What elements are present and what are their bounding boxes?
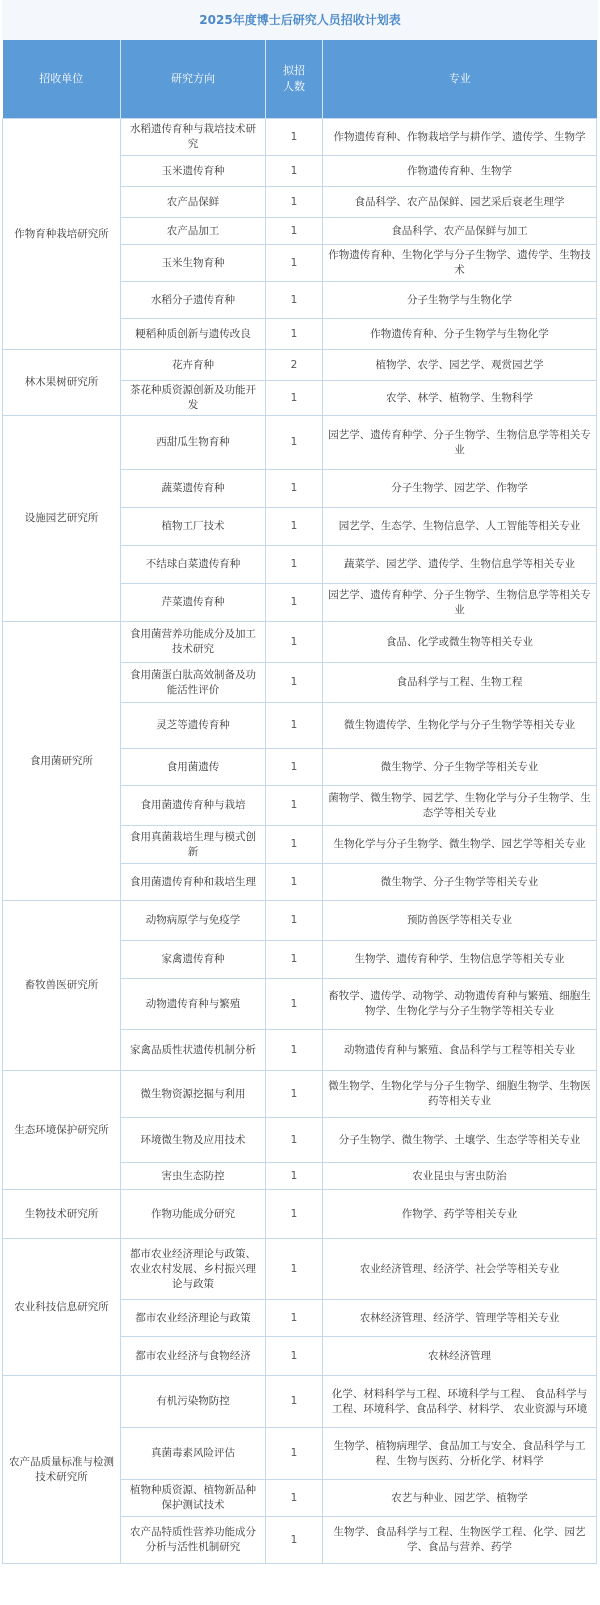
major-cell: 植物学、农学、园艺学、观赏园艺学 — [323, 350, 597, 381]
count-cell: 1 — [266, 1428, 323, 1480]
count-cell: 1 — [266, 749, 323, 786]
table-row — [3, 901, 597, 941]
unit-cell: 食用菌研究所 — [3, 622, 121, 901]
direction-cell: 水稻遗传育种与栽培技术研究 — [121, 119, 266, 156]
count-cell: 1 — [266, 901, 323, 941]
table-row — [3, 350, 597, 381]
unit-cell: 作物育种栽培研究所 — [3, 119, 121, 350]
major-cell: 微生物学、生物化学与分子生物学、细胞生物学、生物医药等相关专业 — [323, 1071, 597, 1118]
direction-cell: 食用菌遗传育种与栽培 — [121, 786, 266, 826]
count-cell: 1 — [266, 979, 323, 1030]
count-cell: 1 — [266, 187, 323, 218]
direction-cell: 植物种质资源、植物新品种保护测试技术 — [121, 1480, 266, 1517]
major-cell: 作物遗传育种、分子生物学与生物化学 — [323, 319, 597, 350]
direction-cell: 害虫生态防控 — [121, 1163, 266, 1190]
table-body — [3, 119, 597, 1564]
major-cell: 园艺学、遗传育种学、分子生物学、生物信息学等相关专业 — [323, 584, 597, 622]
count-cell: 1 — [266, 282, 323, 319]
table-row — [3, 1376, 597, 1428]
count-cell: 1 — [266, 218, 323, 245]
header-count-text: 拟招人数 — [283, 64, 305, 93]
count-cell: 1 — [266, 508, 323, 546]
direction-cell: 茶花种质资源创新及功能开发 — [121, 381, 266, 416]
direction-cell: 食用菌遗传 — [121, 749, 266, 786]
direction-cell: 环境微生物及应用技术 — [121, 1118, 266, 1163]
major-cell: 微生物遗传学、生物化学与分子生物学等相关专业 — [323, 703, 597, 749]
major-cell: 食品科学与工程、生物工程 — [323, 663, 597, 703]
table-row — [3, 622, 597, 663]
major-cell: 微生物学、分子生物学等相关专业 — [323, 749, 597, 786]
major-cell: 园艺学、遗传育种学、分子生物学、生物信息学等相关专业 — [323, 416, 597, 470]
major-cell: 分子生物学、微生物学、土壤学、生态学等相关专业 — [323, 1118, 597, 1163]
page-title: 2025年度博士后研究人员招收计划表 — [2, 0, 598, 40]
direction-cell: 有机污染物防控 — [121, 1376, 266, 1428]
major-cell: 微生物学、分子生物学等相关专业 — [323, 864, 597, 901]
direction-cell: 灵芝等遗传育种 — [121, 703, 266, 749]
table-row — [3, 1071, 597, 1118]
direction-cell: 都市农业经济与食物经济 — [121, 1337, 266, 1376]
count-cell: 1 — [266, 1190, 323, 1239]
unit-cell: 畜牧兽医研究所 — [3, 901, 121, 1071]
major-cell: 作物遗传育种、作物栽培学与耕作学、遗传学、生物学 — [323, 119, 597, 156]
direction-cell: 蔬菜遗传育种 — [121, 470, 266, 508]
direction-cell: 花卉育种 — [121, 350, 266, 381]
direction-cell: 微生物资源挖掘与利用 — [121, 1071, 266, 1118]
major-cell: 预防兽医学等相关专业 — [323, 901, 597, 941]
major-cell: 食品科学、农产品保鲜、园艺采后衰老生理学 — [323, 187, 597, 218]
table-row — [3, 119, 597, 156]
direction-cell: 食用菌营养功能成分及加工技术研究 — [121, 622, 266, 663]
direction-cell: 粳稻种质创新与遗传改良 — [121, 319, 266, 350]
count-cell: 1 — [266, 786, 323, 826]
major-cell: 菌物学、微生物学、园艺学、生物化学与分子生物学、生态学等相关专业 — [323, 786, 597, 826]
count-cell: 1 — [266, 119, 323, 156]
major-cell: 园艺学、生态学、生物信息学、人工智能等相关专业 — [323, 508, 597, 546]
major-cell: 作物遗传育种、生物化学与分子生物学、遗传学、生物技术 — [323, 245, 597, 282]
count-cell: 1 — [266, 1071, 323, 1118]
count-cell: 1 — [266, 1239, 323, 1300]
unit-cell: 农业科技信息研究所 — [3, 1239, 121, 1376]
major-cell: 生物化学与分子生物学、微生物学、园艺学等相关专业 — [323, 826, 597, 864]
major-cell: 农林经济管理 — [323, 1337, 597, 1376]
count-cell: 1 — [266, 1517, 323, 1564]
major-cell: 畜牧学、遗传学、动物学、动物遗传育种与繁殖、细胞生物学、生物化学与分子生物学等相关专业 — [323, 979, 597, 1030]
count-cell: 1 — [266, 546, 323, 584]
direction-cell: 家禽遗传育种 — [121, 941, 266, 979]
count-cell: 1 — [266, 1480, 323, 1517]
count-cell: 1 — [266, 1300, 323, 1337]
direction-cell: 农产品加工 — [121, 218, 266, 245]
count-cell: 1 — [266, 470, 323, 508]
count-cell: 1 — [266, 1030, 323, 1071]
table-row — [3, 1190, 597, 1239]
direction-cell: 食用菌遗传育种和栽培生理 — [121, 864, 266, 901]
direction-cell: 不结球白菜遗传育种 — [121, 546, 266, 584]
count-cell: 1 — [266, 416, 323, 470]
major-cell: 动物遗传育种与繁殖、食品科学与工程等相关专业 — [323, 1030, 597, 1071]
direction-cell: 作物功能成分研究 — [121, 1190, 266, 1239]
header-unit: 招收单位 — [3, 40, 121, 119]
count-cell: 1 — [266, 703, 323, 749]
direction-cell: 食用菌蛋白肽高效制备及功能活性评价 — [121, 663, 266, 703]
direction-cell: 西甜瓜生物育种 — [121, 416, 266, 470]
header-major: 专业 — [323, 40, 597, 119]
count-cell: 1 — [266, 1118, 323, 1163]
unit-cell: 林木果树研究所 — [3, 350, 121, 416]
direction-cell: 都市农业经济理论与政策 — [121, 1300, 266, 1337]
direction-cell: 真菌毒素风险评估 — [121, 1428, 266, 1480]
major-cell: 蔬菜学、园艺学、遗传学、生物信息学等相关专业 — [323, 546, 597, 584]
direction-cell: 动物病原学与免疫学 — [121, 901, 266, 941]
direction-cell: 植物工厂技术 — [121, 508, 266, 546]
header-direction: 研究方向 — [121, 40, 266, 119]
unit-cell: 农产品质量标准与检测技术研究所 — [3, 1376, 121, 1564]
count-cell: 1 — [266, 156, 323, 187]
recruitment-table — [2, 40, 597, 1564]
table-row — [3, 416, 597, 470]
major-cell: 食品、化学或微生物等相关专业 — [323, 622, 597, 663]
count-cell: 1 — [266, 319, 323, 350]
direction-cell: 农产品特质性营养功能成分分析与活性机制研究 — [121, 1517, 266, 1564]
major-cell: 分子生物学与生物化学 — [323, 282, 597, 319]
direction-cell: 动物遗传育种与繁殖 — [121, 979, 266, 1030]
count-cell: 1 — [266, 941, 323, 979]
direction-cell: 水稻分子遗传育种 — [121, 282, 266, 319]
major-cell: 农学、林学、植物学、生物科学 — [323, 381, 597, 416]
major-cell: 生物学、遗传育种学、生物信息学等相关专业 — [323, 941, 597, 979]
major-cell: 生物学、植物病理学、食品加工与安全、食品科学与工程、生物与医药、分析化学、材料学 — [323, 1428, 597, 1480]
count-cell: 1 — [266, 1337, 323, 1376]
direction-cell: 都市农业经济理论与政策、农业农村发展、乡村振兴理论与政策 — [121, 1239, 266, 1300]
direction-cell: 玉米生物育种 — [121, 245, 266, 282]
major-cell: 农业经济管理、经济学、社会学等相关专业 — [323, 1239, 597, 1300]
direction-cell: 家禽品质性状遗传机制分析 — [121, 1030, 266, 1071]
major-cell: 食品科学、农产品保鲜与加工 — [323, 218, 597, 245]
count-cell: 1 — [266, 864, 323, 901]
count-cell: 2 — [266, 350, 323, 381]
count-cell: 1 — [266, 622, 323, 663]
unit-cell: 生物技术研究所 — [3, 1190, 121, 1239]
direction-cell: 食用真菌栽培生理与模式创新 — [121, 826, 266, 864]
unit-cell: 生态环境保护研究所 — [3, 1071, 121, 1190]
major-cell: 农林经济管理、经济学、管理学等相关专业 — [323, 1300, 597, 1337]
table-header-row — [3, 40, 597, 119]
major-cell: 作物遗传育种、生物学 — [323, 156, 597, 187]
header-count — [266, 40, 323, 119]
count-cell: 1 — [266, 584, 323, 622]
count-cell: 1 — [266, 1163, 323, 1190]
direction-cell: 芹菜遗传育种 — [121, 584, 266, 622]
unit-cell: 设施园艺研究所 — [3, 416, 121, 622]
count-cell: 1 — [266, 826, 323, 864]
major-cell: 农业昆虫与害虫防治 — [323, 1163, 597, 1190]
direction-cell: 玉米遗传育种 — [121, 156, 266, 187]
count-cell: 1 — [266, 1376, 323, 1428]
direction-cell: 农产品保鲜 — [121, 187, 266, 218]
major-cell: 作物学、药学等相关专业 — [323, 1190, 597, 1239]
count-cell: 1 — [266, 245, 323, 282]
count-cell: 1 — [266, 663, 323, 703]
major-cell: 生物学、食品科学与工程、生物医学工程、化学、园艺学、食品与营养、药学 — [323, 1517, 597, 1564]
table-row — [3, 1239, 597, 1300]
count-cell: 1 — [266, 381, 323, 416]
major-cell: 化学、材料科学与工程、环境科学与工程、 食品科学与工程、环境科学、食品科学、材料学、 农业资源与环境 — [323, 1376, 597, 1428]
major-cell: 分子生物学、园艺学、作物学 — [323, 470, 597, 508]
major-cell: 农艺与种业、园艺学、植物学 — [323, 1480, 597, 1517]
